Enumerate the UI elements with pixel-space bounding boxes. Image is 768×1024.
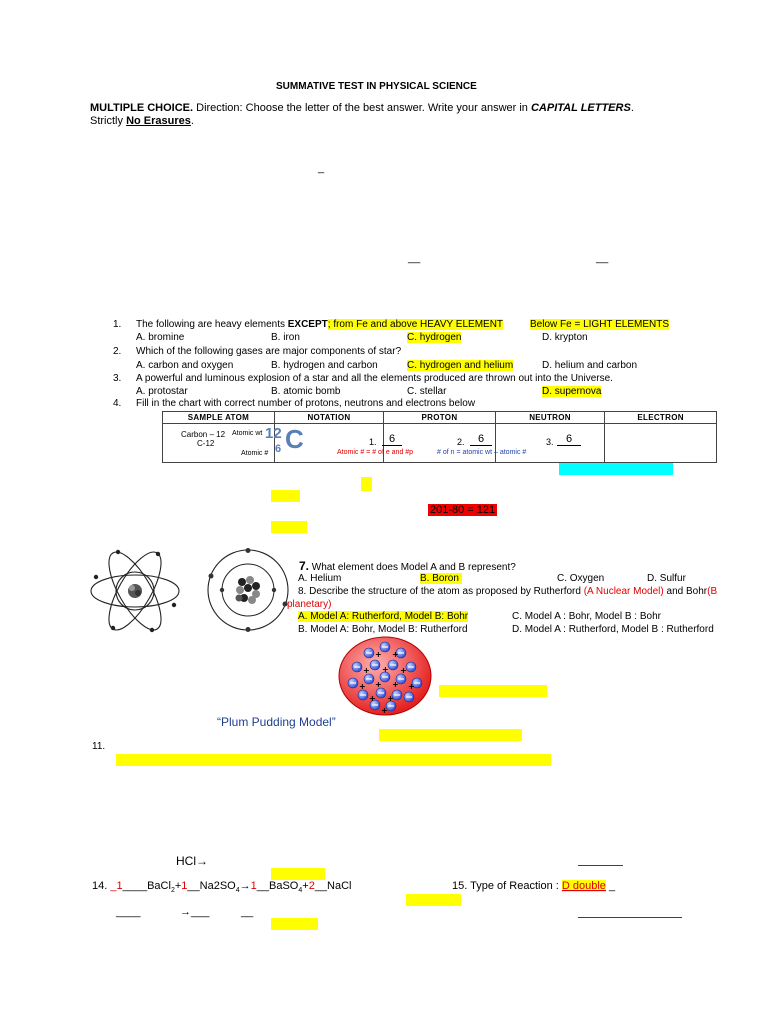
red-answer-line-2 <box>578 917 682 918</box>
bottom-arrow <box>180 906 209 918</box>
q4-text: Fill in the chart with correct number of protons, neutrons and electrons below <box>136 398 476 409</box>
q7-number: 7. <box>299 559 310 573</box>
proton-note: Atomic # = # of e and #p <box>337 449 414 456</box>
svg-text:+: + <box>392 650 399 659</box>
bottom-blank-1: ____ <box>116 906 141 918</box>
directions-line-1 <box>90 102 634 114</box>
q14-coef-2: 1 <box>181 880 188 892</box>
dash-2: __ <box>408 252 421 264</box>
hcl-reaction: HCl→ <box>176 854 208 868</box>
q14-baso: __BaSO <box>256 880 299 892</box>
sample-c-12: C-12 <box>197 439 215 448</box>
q14-bacl: ____BaCl <box>122 880 171 892</box>
q14-coef-1: _1 <box>110 880 123 892</box>
svg-text:+: + <box>359 682 366 691</box>
red-answer-line-1 <box>578 865 623 866</box>
q1-question <box>136 319 503 330</box>
q2-option-b: B. hydrogen and carbon <box>271 360 378 371</box>
q1-option-a: A. bromine <box>136 332 185 343</box>
svg-text:+: + <box>387 694 394 703</box>
element-symbol: C <box>285 424 304 454</box>
q8-text: 8. Describe the structure of the atom as proposed by Rutherford <box>298 586 584 597</box>
header-proton: PROTON <box>384 412 496 424</box>
q11-number: 11. <box>92 741 106 752</box>
no-erasures: No Erasures <box>126 115 191 127</box>
q8-option-a: A. Model A: Rutherford, Model B: Bohr <box>298 611 469 622</box>
directions-strictly: Strictly <box>90 115 127 127</box>
svg-text:+: + <box>392 680 399 689</box>
atomic-number: 6 <box>275 443 282 455</box>
atom-model-b-diagram <box>206 548 290 632</box>
q14-plus-2: + <box>302 880 309 892</box>
q2-option-d: D. helium and carbon <box>542 360 638 371</box>
q2-number: 2. <box>113 346 122 357</box>
directions-text-b: . <box>630 102 634 114</box>
svg-text:+: + <box>363 666 370 675</box>
q15-tail: _ <box>605 880 616 892</box>
highlight-bar-7 <box>271 868 325 880</box>
neutron-answer: 6 <box>470 433 492 446</box>
cell-electron <box>605 424 717 463</box>
directions-label: MULTIPLE CHOICE. <box>90 102 194 114</box>
q1-option-b: B. iron <box>271 332 300 343</box>
q15-question <box>452 880 615 892</box>
svg-text:+: + <box>408 682 415 691</box>
neutron-label: 2. <box>457 437 465 447</box>
header-sample-atom: SAMPLE ATOM <box>163 412 275 424</box>
highlight-bar-3 <box>271 521 307 533</box>
svg-text:+: + <box>375 680 382 689</box>
q3-option-a: A. protostar <box>136 386 188 397</box>
q1-option-c: C. hydrogen <box>407 332 462 343</box>
electron-label: 3. <box>546 437 554 447</box>
q4-number: 4. <box>113 398 122 409</box>
svg-text:+: + <box>369 694 376 703</box>
q3-number: 3. <box>113 373 122 384</box>
svg-text:+: + <box>375 650 382 659</box>
q8-and-bohr: and Bohr <box>663 586 708 597</box>
directions-text-a: Direction: Choose the letter of the best answer. Write your answer in <box>193 102 531 114</box>
q3-option-d: D. supernova <box>542 386 602 397</box>
highlight-bar-5 <box>379 729 522 741</box>
q8-option-b: B. Model A: Bohr, Model B: Rutherford <box>298 624 468 635</box>
q1-option-d: D. krypton <box>542 332 588 343</box>
q1-text: The following are heavy elements <box>136 319 288 330</box>
highlight-bar-2 <box>271 490 300 502</box>
q14-number: 14. <box>92 880 111 892</box>
calculation-answer: 201-80 = 121 <box>430 504 496 516</box>
q14-coef-3: 1 <box>250 880 257 892</box>
highlight-bar-4 <box>439 685 547 697</box>
atomic-num-label: Atomic # <box>241 450 269 457</box>
q14-coef-4: 2 <box>308 880 315 892</box>
q7-option-a: A. Helium <box>298 573 342 584</box>
dash-3: __ <box>596 252 609 264</box>
q7-option-b: B. Boron <box>420 573 462 584</box>
highlight-bar-8 <box>406 894 461 906</box>
header-electron: ELECTRON <box>605 412 717 424</box>
header-notation: NOTATION <box>274 412 383 424</box>
atomic-wt-label: Atomic wt <box>232 430 263 437</box>
mass-number: 12 <box>265 425 282 442</box>
cyan-highlight-bar <box>559 463 673 475</box>
q3-text: A powerful and luminous explosion of a star and all the elements produced are thrown out into the Universe. <box>136 373 613 384</box>
dash-1: _ <box>318 162 325 174</box>
neutron-note: # of n = atomic wt – atomic # <box>437 449 527 456</box>
page-title: SUMMATIVE TEST IN PHYSICAL SCIENCE <box>276 81 477 92</box>
q14-nacl: __NaCl <box>314 880 352 892</box>
q14-na2so: __Na2SO <box>187 880 236 892</box>
q1-except: EXCEPT <box>287 319 328 330</box>
highlight-bar-6 <box>116 754 551 766</box>
q7-text: What element does Model A and B represent? <box>309 562 516 573</box>
q15-answer: D double <box>561 880 606 892</box>
q3-option-c: C. stellar <box>407 386 447 397</box>
svg-text:+: + <box>381 706 388 715</box>
svg-text:+: + <box>400 666 407 675</box>
q7-question <box>299 559 516 573</box>
q8-b-note: (B <box>707 586 718 597</box>
q14-sub-1: 2 <box>170 887 175 895</box>
bottom-arrow-glyph: → <box>180 906 191 918</box>
q14-arrow: → <box>239 880 251 892</box>
q8-option-c: C. Model A : Bohr, Model B : Bohr <box>512 611 661 622</box>
q8-planetary-note: planetary) <box>287 599 332 610</box>
q7-option-c: C. Oxygen <box>557 573 605 584</box>
highlight-bar-1 <box>361 477 372 491</box>
q2-option-c: C. hydrogen and helium <box>407 360 514 371</box>
q7-option-d: D. Sulfur <box>647 573 686 584</box>
q14-sub-3: 4 <box>298 887 303 895</box>
q3-option-b: B. atomic bomb <box>271 386 341 397</box>
q14-equation <box>92 880 352 894</box>
q8-nuclear-model-note: (A Nuclear Model) <box>583 586 664 597</box>
atom-chart-header-row <box>163 412 717 424</box>
proton-answer: 6 <box>382 433 402 446</box>
atom-model-a-diagram <box>88 544 182 638</box>
directions-end: . <box>190 115 194 127</box>
directions-caps: CAPITAL LETTERS <box>530 102 631 114</box>
q8-question <box>298 586 717 597</box>
svg-text:+: + <box>382 665 389 674</box>
directions-line-2 <box>90 115 194 127</box>
bottom-blank-3: __ <box>241 906 254 918</box>
q1-number: 1. <box>113 319 122 330</box>
electron-answer: 6 <box>557 433 581 446</box>
q1-note-heavy: ; from Fe and above HEAVY ELEMENT <box>327 319 504 330</box>
q2-option-a: A. carbon and oxygen <box>136 360 234 371</box>
q8-option-d: D. Model A : Rutherford, Model B : Rutherford <box>512 624 714 635</box>
q2-text: Which of the following gases are major components of star? <box>136 346 402 357</box>
q1-note-light: Below Fe = LIGHT ELEMENTS <box>530 319 670 330</box>
q15-text: 15. Type of Reaction : <box>452 880 562 892</box>
q14-sub-2: 4 <box>235 887 240 895</box>
sample-carbon-12: Carbon – 12 <box>181 430 226 439</box>
q14-plus-1: + <box>174 880 182 892</box>
header-neutron: NEUTRON <box>495 412 604 424</box>
plum-pudding-diagram <box>337 635 433 717</box>
bottom-blank-2: ___ <box>191 906 210 918</box>
plum-pudding-caption: “Plum Pudding Model” <box>217 715 336 729</box>
highlight-bar-9 <box>271 918 318 930</box>
proton-label: 1. <box>369 437 377 447</box>
